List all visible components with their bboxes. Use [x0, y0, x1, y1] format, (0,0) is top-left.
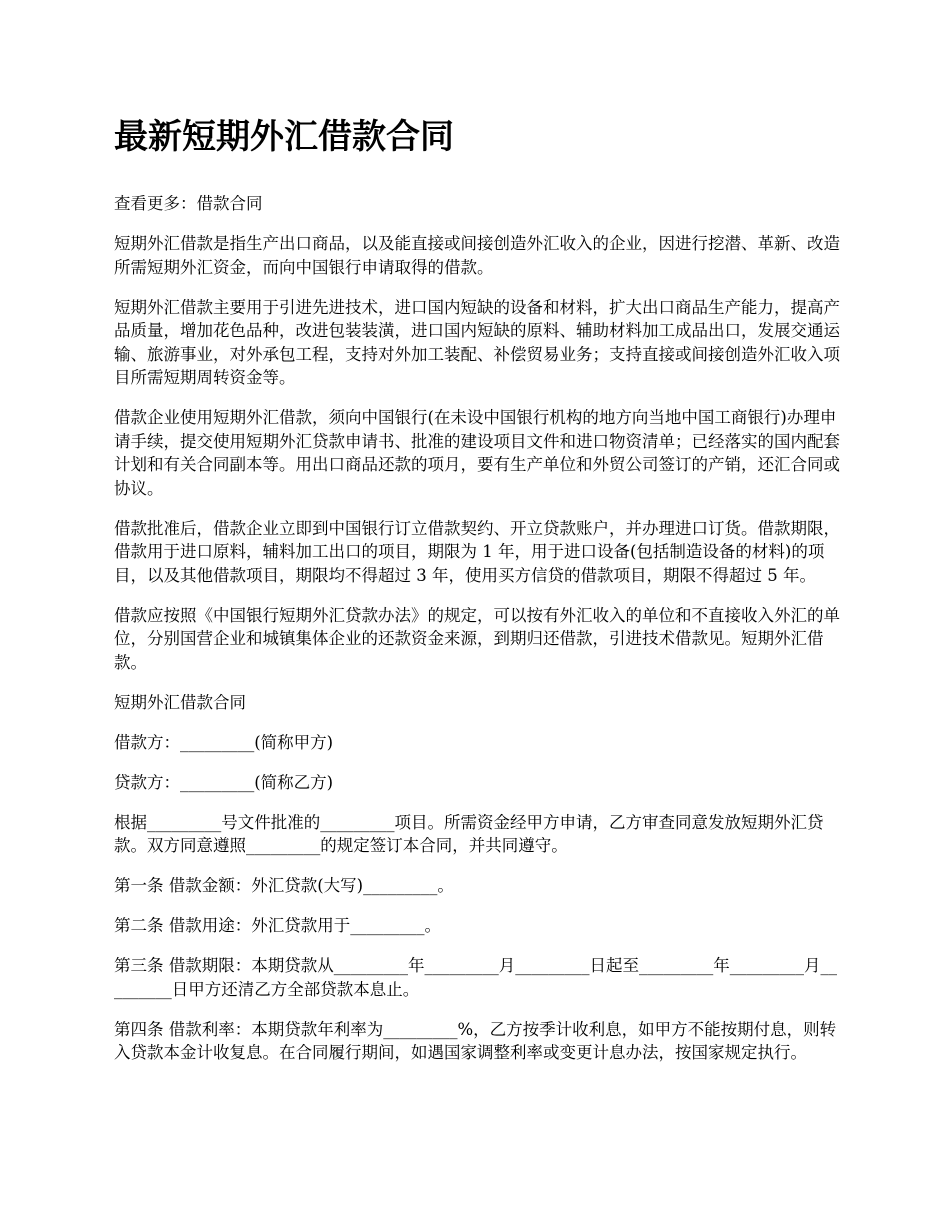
- paragraph-application: 借款企业使用短期外汇借款，须向中国银行(在未设中国银行机构的地方向当地中国工商银行)办理申请手续，提交使用短期外汇贷款申请书、批准的建设项目文件和进口物资清单；已经落实的国内配套计划和有关合同副本等。用出口商品还款的项月，要有生产单位和外贸公司签订的产销，还汇合同或协议。: [114, 408, 840, 498]
- lender-line: 贷款方：_________(简称乙方): [114, 772, 334, 792]
- basis-paragraph: 根据_________号文件批准的_________项目。所需资金经甲方申请，乙方审查同意发放短期外汇贷款。双方同意遵照_________的规定签订本合同，并共同遵守。: [114, 812, 824, 855]
- document-page: [114, 112, 844, 1081]
- borrower-line: 借款方：_________(简称甲方): [114, 732, 334, 752]
- paragraph-approval-term: 借款批准后，借款企业立即到中国银行订立借款契约、开立贷款账户，并办理进口订货。借款期限，借款用于进口原料，辅料加工出口的项目，期限为 1 年，用于进口设备(包括制造设备的材料)的项目，以及其他借款项目，期限均不得超过 3 年，使用买方信贷的借款项目，期限不得超过 5 年。: [114, 518, 840, 585]
- article-2-purpose: 第二条 借款用途：外汇贷款用于_________。: [114, 916, 441, 935]
- see-more-link-line[interactable]: 查看更多：借款合同: [114, 194, 263, 213]
- article-1-amount: 第一条 借款金额：外汇贷款(大写)_________。: [114, 876, 454, 895]
- paragraph-definition: 短期外汇借款是指生产出口商品，以及能直接或间接创造外汇收入的企业，因进行挖潜、革新、改造所需短期外汇资金，而向中国银行申请取得的借款。: [114, 234, 840, 277]
- document-title: 最新短期外汇借款合同: [114, 117, 454, 157]
- paragraph-usage: 短期外汇借款主要用于引进先进技术，进口国内短缺的设备和材料，扩大出口商品生产能力，提高产品质量，增加花色品种，改进包装装潢，进口国内短缺的原料、辅助材料加工成品出口，发展交通运输、旅游事业，对外承包工程，支持对外加工装配、补偿贸易业务；支持直接或间接创造外汇收入项目所需短期周转资金等。: [114, 297, 840, 387]
- paragraph-repayment: 借款应按照《中国银行短期外汇贷款办法》的规定，可以按有外汇收入的单位和不直接收入外汇的单位，分别国营企业和城镇集体企业的还款资金来源，到期归还借款，引进技术借款见。短期外汇借款。: [114, 605, 840, 672]
- contract-heading: 短期外汇借款合同: [114, 692, 246, 712]
- article-3-term: 第三条 借款期限：本期贷款从_________年_________月_________日起至_________年_________月_________日甲方还清乙方全部贷款本息止。: [114, 956, 837, 999]
- article-4-interest: 第四条 借款利率：本期贷款年利率为_________%，乙方按季计收利息，如甲方不能按期付息，则转入贷款本金计收复息。在合同履行期间，如遇国家调整利率或变更计息办法，按国家规定执行。: [114, 1019, 837, 1062]
